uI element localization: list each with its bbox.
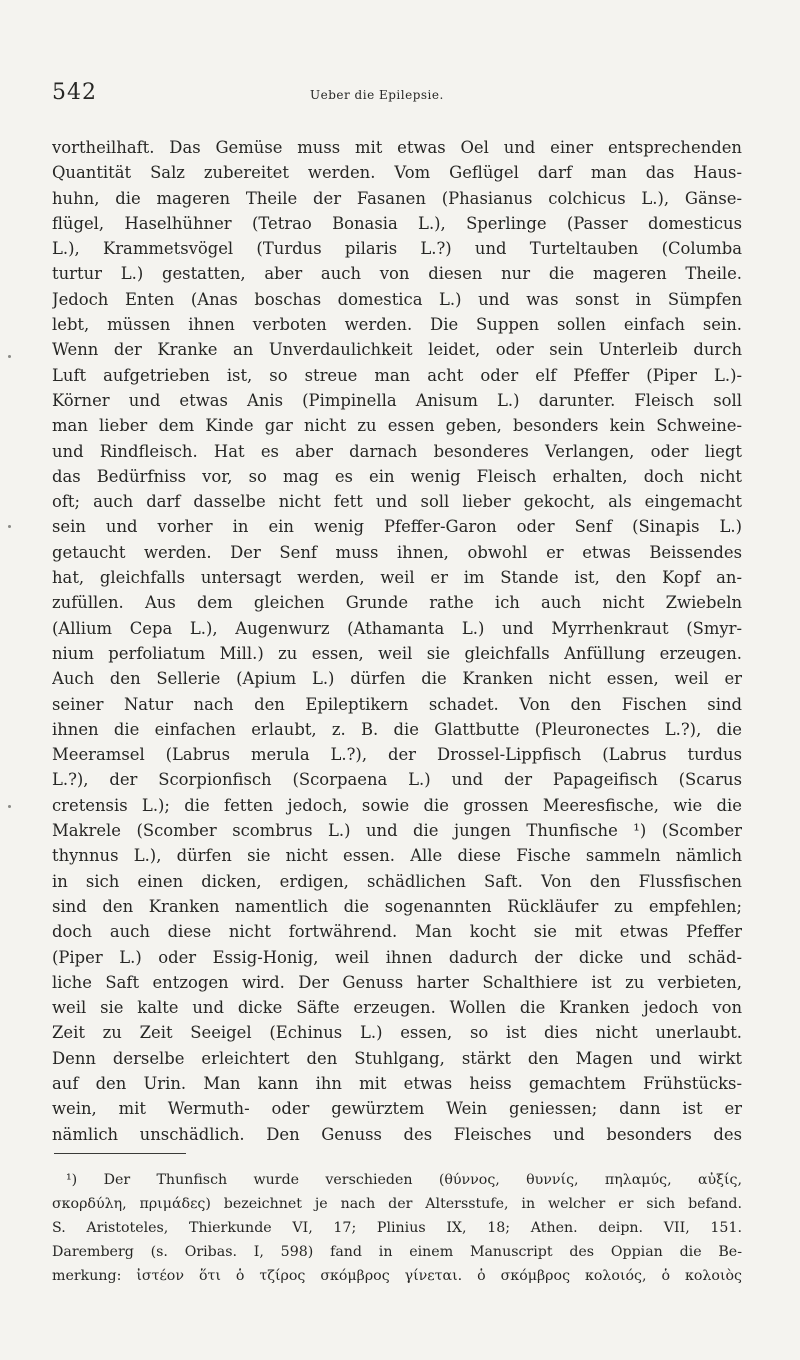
text-line: L.?), der Scorpionfisch (Scorpaena L.) und der Papageifisch (Scarus xyxy=(52,770,742,790)
text-line: seiner Natur nach den Epileptikern schadet. Von den Fischen sind xyxy=(52,694,742,714)
text-line: thynnus L.), dürfen sie nicht essen. Alle diese Fische sammeln nämlich xyxy=(52,846,742,866)
text-line: lebt, müssen ihnen verboten werden. Die Suppen sollen einfach sein. xyxy=(52,315,742,335)
text-line: flügel, Haselhühner (Tetrao Bonasia L.), Sperlinge (Passer domesticus xyxy=(52,213,742,233)
text-line: hat, gleichfalls untersagt werden, weil er im Stande ist, den Kopf an- xyxy=(52,568,742,588)
text-line: nium perfoliatum Mill.) zu essen, weil sie gleichfalls Anfüllung erzeugen. xyxy=(52,643,742,663)
text-line: Wenn der Kranke an Unverdaulichkeit leidet, oder sein Unterleib durch xyxy=(52,340,742,360)
text-line: Meeramsel (Labrus merula L.?), der Drossel-Lippfisch (Labrus turdus xyxy=(52,745,742,765)
text-line: (Piper L.) oder Essig-Honig, weil ihnen dadurch der dicke und schäd- xyxy=(52,947,742,967)
footnote-line: ¹) Der Thunfisch wurde verschieden (θύννος, θυννίς, πηλαμύς, αὐξίς, xyxy=(66,1172,742,1188)
running-title: Ueber die Epilepsie. xyxy=(310,88,444,102)
text-line: huhn, die mageren Theile der Fasanen (Phasianus colchicus L.), Gänse- xyxy=(52,188,742,208)
text-line: Luft aufgetrieben ist, so streue man acht oder elf Pfeffer (Piper L.)- xyxy=(52,365,742,385)
text-line: und Rindfleisch. Hat es aber darnach besonderes Verlangen, oder liegt xyxy=(52,441,742,461)
text-line: in sich einen dicken, erdigen, schädlichen Saft. Von den Flussfischen xyxy=(52,871,742,891)
text-line: auf den Urin. Man kann ihn mit etwas heiss gemachtem Frühstücks- xyxy=(52,1073,742,1093)
margin-speck xyxy=(8,525,11,528)
text-line: Körner und etwas Anis (Pimpinella Anisum L.) darunter. Fleisch soll xyxy=(52,390,742,410)
text-line: turtur L.) gestatten, aber auch von diesen nur die mageren Theile. xyxy=(52,264,742,284)
text-line: L.), Krammetsvögel (Turdus pilaris L.?) und Turteltauben (Columba xyxy=(52,239,742,259)
page-number: 542 xyxy=(52,80,97,105)
text-line: ihnen die einfachen erlaubt, z. B. die Glattbutte (Pleuronectes L.?), die xyxy=(52,719,742,739)
text-line: Quantität Salz zubereitet werden. Vom Geflügel darf man das Haus- xyxy=(52,163,742,183)
text-line: das Bedürfniss vor, so mag es ein wenig Fleisch erhalten, doch nicht xyxy=(52,466,742,486)
footnote-line: S. Aristoteles, Thierkunde VI, 17; Plinius IX, 18; Athen. deipn. VII, 151. xyxy=(52,1220,742,1236)
text-line: Denn derselbe erleichtert den Stuhlgang, stärkt den Magen und wirkt xyxy=(52,1048,742,1068)
margin-speck xyxy=(8,805,11,808)
text-line: cretensis L.); die fetten jedoch, sowie die grossen Meeresfische, wie die xyxy=(52,795,742,815)
text-line: doch auch diese nicht fortwährend. Man kocht sie mit etwas Pfeffer xyxy=(52,922,742,942)
text-line: sein und vorher in ein wenig Pfeffer-Garon oder Senf (Sinapis L.) xyxy=(52,517,742,537)
footnote-line: merkung: ἰστέον ὅτι ὁ τζίρος σκόμβρος γίνεται. ὁ σκόμβρος κολοιός, ὁ κολοιὸς xyxy=(52,1268,742,1284)
text-line: man lieber dem Kinde gar nicht zu essen geben, besonders kein Schweine- xyxy=(52,416,742,436)
margin-speck xyxy=(8,355,11,358)
body-text xyxy=(52,135,742,1147)
text-line: liche Saft entzogen wird. Der Genuss harter Schalthiere ist zu verbieten, xyxy=(52,972,742,992)
text-line: oft; auch darf dasselbe nicht fett und soll lieber gekocht, als eingemacht xyxy=(52,492,742,512)
text-line: sind den Kranken namentlich die sogenannten Rückläufer zu empfehlen; xyxy=(52,896,742,916)
text-line: vortheilhaft. Das Gemüse muss mit etwas Oel und einer entsprechenden xyxy=(52,138,742,157)
text-line: getaucht werden. Der Senf muss ihnen, obwohl er etwas Beissendes xyxy=(52,542,742,562)
footnote-line: Daremberg (s. Oribas. I, 598) fand in einem Manuscript des Oppian die Be- xyxy=(52,1244,742,1260)
text-line: Makrele (Scomber scombrus L.) und die jungen Thunfische ¹) (Scomber xyxy=(52,821,742,841)
footnotes xyxy=(52,1168,742,1288)
text-line: weil sie kalte und dicke Säfte erzeugen. Wollen die Kranken jedoch von xyxy=(52,998,742,1018)
footnote-divider xyxy=(54,1153,186,1154)
text-line: (Allium Cepa L.), Augenwurz (Athamanta L.) und Myrrhenkraut (Smyr- xyxy=(52,618,742,638)
text-line: Auch den Sellerie (Apium L.) dürfen die Kranken nicht essen, weil er xyxy=(52,669,742,689)
text-line: Jedoch Enten (Anas boschas domestica L.) und was sonst in Sümpfen xyxy=(52,289,742,309)
text-line: zufüllen. Aus dem gleichen Grunde rathe ich auch nicht Zwiebeln xyxy=(52,593,742,613)
text-line: wein, mit Wermuth- oder gewürztem Wein geniessen; dann ist er xyxy=(52,1099,742,1119)
footnote-line: σκορδύλη, πριμάδες) bezeichnet je nach der Altersstufe, in welcher er sich befand. xyxy=(52,1196,742,1212)
text-line: nämlich unschädlich. Den Genuss des Fleisches und besonders des xyxy=(52,1124,742,1144)
text-line: Zeit zu Zeit Seeigel (Echinus L.) essen, so ist dies nicht unerlaubt. xyxy=(52,1023,742,1043)
